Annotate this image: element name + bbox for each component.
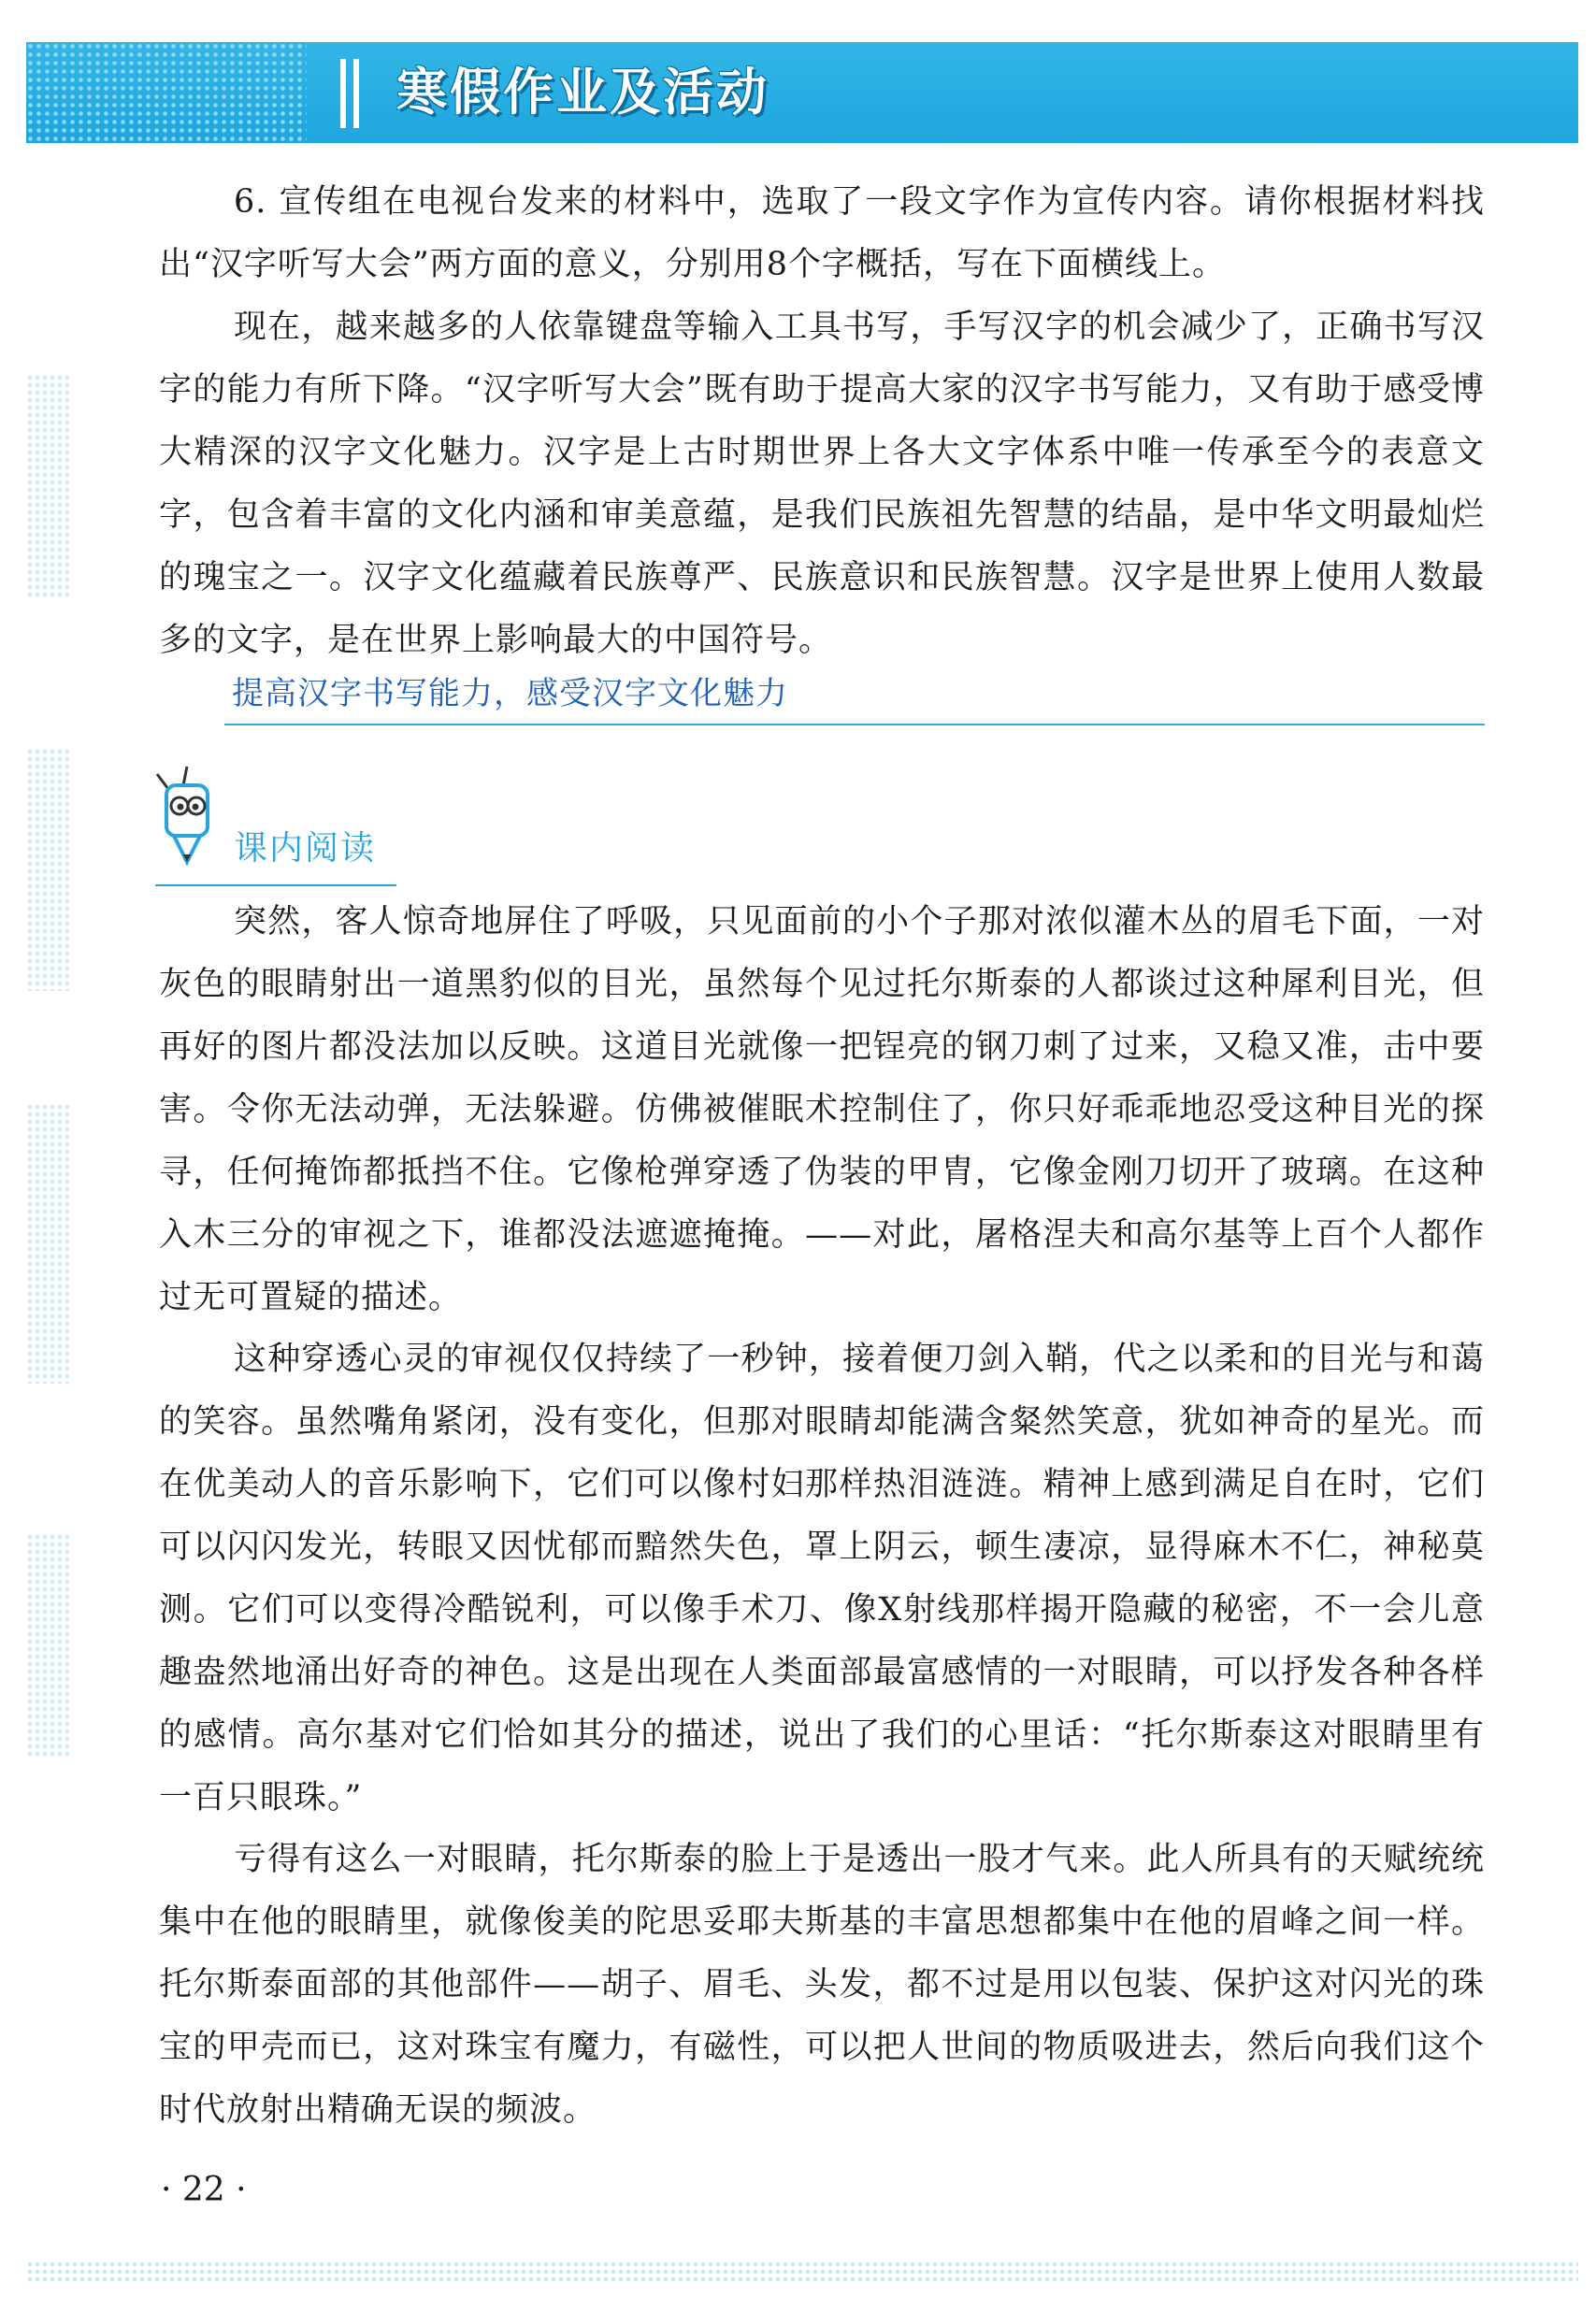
question-material: 现在，越来越多的人依靠键盘等输入工具书写，手写汉字的机会减少了，正确书写汉字的能力有所下降。“汉字听写大会”既有助于提高大家的汉字书写能力，又有助于感受博大精深的汉字文化魅力。汉字是上古时期世界上各大文字体系中唯一传承至今的表意文字，包含着丰富的文化内涵和审美意蕴，是我们民族祖先智慧的结晶，是中华文明最灿烂的瑰宝之一。汉字文化蕴藏着民族尊严、民族意识和民族智慧。汉字是世界上使用人数最多的文字，是在世界上影响最大的中国符号。 (159, 309, 1485, 659)
margin-dot-decoration (26, 748, 69, 991)
header-band (26, 42, 1578, 143)
section-title: 课内阅读 (234, 829, 377, 868)
answer-underline (224, 724, 1485, 725)
margin-dot-decoration (26, 1533, 69, 1758)
question-prompt: 6. 宣传组在电视台发来的材料中，选取了一段文字作为宣传内容。请你根据材料找出“汉字听写大会”两方面的意义，分别用8个字概括，写在下面横线上。 (159, 183, 1485, 283)
reading-paragraph: 这种穿透心灵的审视仅仅持续了一秒钟，接着便刀剑入鞘，代之以柔和的目光与和蔼的笑容。虽然嘴角紧闭，没有变化，但那对眼睛却能满含粲然笑意，犹如神奇的星光。而在优美动人的音乐影响下，它们可以像村妇那样热泪涟涟。精神上感到满足自在时，它们可以闪闪发光，转眼又因忧郁而黯然失色，罩上阴云，顿生凄凉，显得麻木不仁，神秘莫测。它们可以变得冷酷锐利，可以像手术刀、像X射线那样揭开隐藏的秘密，不一会儿意趣盎然地涌出好奇的神色。这是出现在人类面部最富感情的一对眼睛，可以抒发各种各样的感情。高尔基对它们恰如其分的描述，说出了我们的心里话：“托尔斯泰这对眼睛里有一百只眼珠。” (159, 1341, 1485, 1816)
answer-text: 提高汉字书写能力，感受汉字文化魅力 (232, 675, 788, 712)
reading-paragraph: 突然，客人惊奇地屏住了呼吸，只见面前的小个子那对浓似灌木丛的眉毛下面，一对灰色的眼睛射出一道黑豹似的目光，虽然每个见过托尔斯泰的人都谈过这种犀利目光，但再好的图片都没法加以反映。这道目光就像一把锃亮的钢刀刺了过来，又稳又准，击中要害。令你无法动弹，无法躲避。仿佛被催眠术控制住了，你只好乖乖地忍受这种目光的探寻，任何掩饰都抵挡不住。它像枪弹穿透了伪装的甲胄，它像金刚刀切开了玻璃。在这种入木三分的审视之下，谁都没法遮遮掩掩。——对此，屠格涅夫和高尔基等上百个人都作过无可置疑的描述。 (159, 903, 1485, 1316)
page-number: · 22 · (161, 2171, 247, 2209)
pencil-mascot-icon (140, 757, 243, 869)
header-dot-pattern (26, 42, 307, 143)
section-underline (155, 884, 396, 886)
footer-dot-band (26, 2261, 1578, 2285)
page-header-title: 寒假作业及活动 (396, 63, 769, 122)
reading-paragraph: 亏得有这么一对眼睛，托尔斯泰的脸上于是透出一股才气来。此人所具有的天赋统统集中在他的眼睛里，就像俊美的陀思妥耶夫斯基的丰富思想都集中在他的眉峰之间一样。托尔斯泰面部的其他部件——胡子、眉毛、头发，都不过是用以包装、保护这对闪光的珠宝的甲壳而已，这对珠宝有魔力，有磁性，可以把人世间的物质吸进去，然后向我们这个时代放射出精确无误的频波。 (159, 1841, 1485, 2129)
margin-dot-decoration (26, 374, 69, 598)
margin-dot-decoration (26, 1103, 69, 1384)
header-divider-bars (340, 59, 363, 128)
